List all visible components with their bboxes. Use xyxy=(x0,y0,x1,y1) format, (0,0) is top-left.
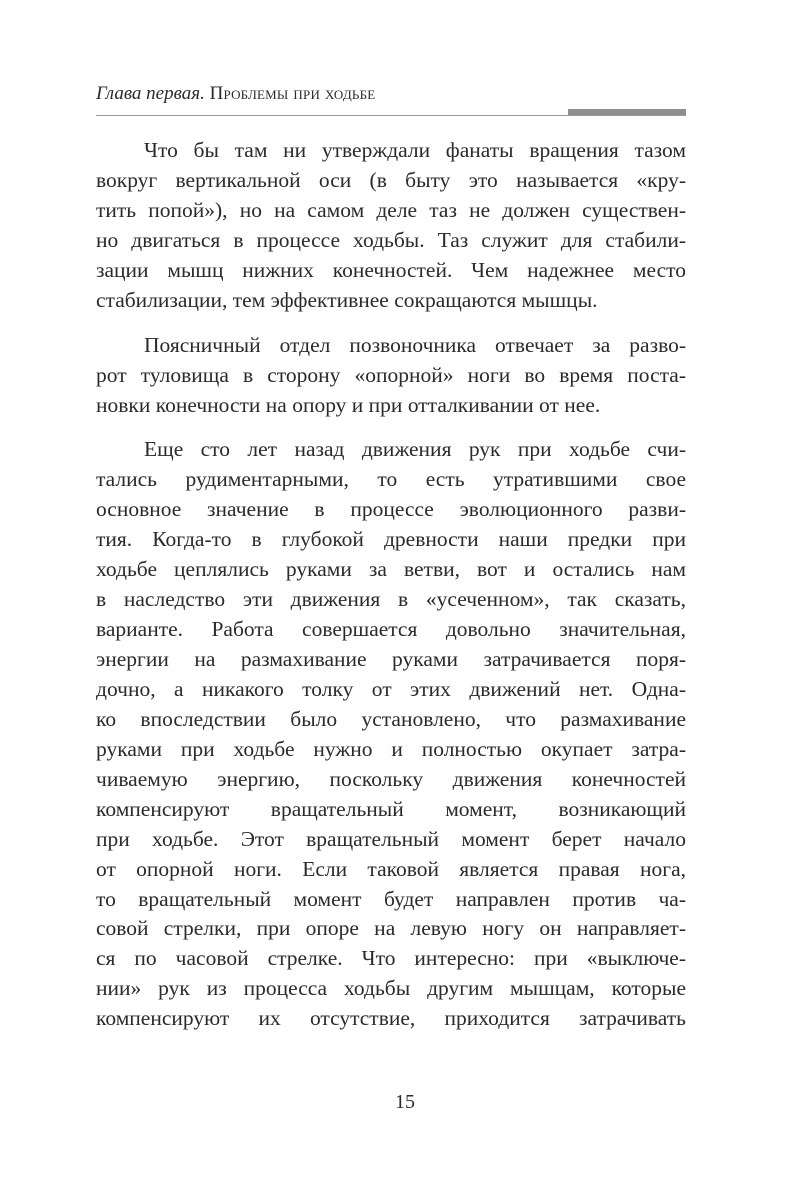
text-line: нии» рук из процесса ходьбы другим мышцам, которые xyxy=(96,976,686,1001)
text-line: от опорной ноги. Если таковой является правая нога, xyxy=(96,856,686,881)
text-line: энергии на размахивание руками затрачивается поря- xyxy=(96,647,686,671)
text-line: но двигаться в процессе ходьбы. Таз служит для стабили- xyxy=(96,227,686,252)
text-line: рот туловища в сторону «опорной» ноги во время поста- xyxy=(96,362,686,387)
text-line: зации мышц нижних конечностей. Чем надежнее место xyxy=(96,257,686,282)
text-line: тить попой»), но на самом деле таз не должен существен- xyxy=(96,197,686,222)
header-rule xyxy=(96,115,686,116)
text-line: дочно, а никакого толку от этих движений нет. Одна- xyxy=(96,676,686,701)
text-line: ко впоследствии было установлено, что размахивание xyxy=(96,706,686,731)
page-number: 15 xyxy=(395,1091,415,1113)
text-line: новки конечности на опору и при отталкивании от нее. xyxy=(96,392,601,417)
paragraph-gap xyxy=(96,316,686,331)
text-line: руками при ходьбе нужно и полностью окупает затра- xyxy=(96,736,686,761)
running-header xyxy=(96,82,686,108)
text-line: ходьбе цеплялись руками за ветви, вот и остались нам xyxy=(96,557,686,582)
text-line: в наследство эти движения в «усеченном», так сказать, xyxy=(96,587,686,612)
text-line: Поясничный отдел позвоночника отвечает за разво- xyxy=(144,332,686,357)
text-line: при ходьбе. Этот вращательный момент берет начало xyxy=(96,826,686,851)
paragraph-gap xyxy=(96,420,686,435)
text-line: вокруг вертикальной оси (в быту это называется «кру- xyxy=(96,167,686,192)
text-line: стабилизации, тем эффективнее сокращаются мышцы. xyxy=(96,287,598,312)
text-line: тия. Когда-то в глубокой древности наши предки при xyxy=(96,527,686,552)
text-line: совой стрелки, при опоре на левую ногу он направляет- xyxy=(96,916,686,941)
text-line: Что бы там ни утверждали фанаты вращения тазом xyxy=(144,138,686,162)
text-line: основное значение в процессе эволюционного разви- xyxy=(96,497,686,522)
text-line: тались рудиментарными, то есть утратившими свое xyxy=(96,467,686,492)
text-line: компенсируют их отсутствие, приходится затрачивать xyxy=(96,1006,686,1031)
body-text xyxy=(96,136,686,1034)
text-line: чиваемую энергию, поскольку движения конечностей xyxy=(96,766,686,791)
chapter-title: Проблемы при ходьбе xyxy=(209,83,376,104)
text-line: то вращательный момент будет направлен против ча- xyxy=(96,886,686,911)
chapter-label: Глава первая. xyxy=(96,83,205,104)
text-line: компенсируют вращательный момент, возникающий xyxy=(96,796,686,821)
text-line: варианте. Работа совершается довольно значительная, xyxy=(96,617,686,642)
text-line: Еще сто лет назад движения рук при ходьбе счи- xyxy=(144,437,686,462)
text-line: ся по часовой стрелке. Что интересно: при «выключе- xyxy=(96,946,686,971)
